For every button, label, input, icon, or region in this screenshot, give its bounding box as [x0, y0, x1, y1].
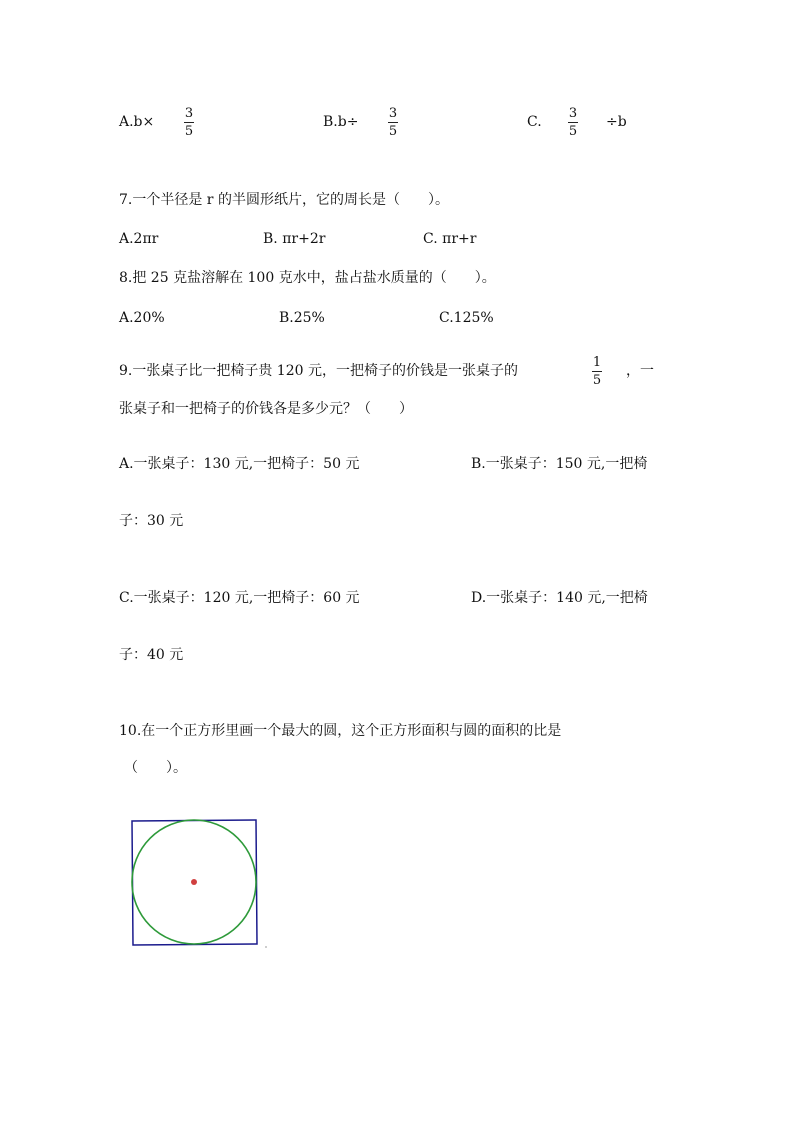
q9-stem-part2: ，一 [626, 363, 654, 379]
q8-option-a: A.20% [119, 310, 165, 326]
q9-option-d-line2: 子：40 元 [119, 647, 184, 663]
fraction-numerator: 3 [388, 106, 398, 121]
q9-stem-line2: 张桌子和一把椅子的价钱各是多少元？（ ） [119, 401, 413, 417]
q7-option-c: C. πr+r [423, 231, 477, 247]
q7-option-a: A.2πr [119, 231, 159, 247]
q9-option-c: C.一张桌子：120 元,一把椅子：60 元 [119, 590, 360, 606]
q9-option-b-line1: B.一张桌子：150 元,一把椅 [471, 456, 648, 472]
fraction-denominator: 5 [592, 373, 602, 388]
square-circle-figure [126, 815, 276, 955]
fraction-numerator: 3 [568, 106, 578, 121]
q6-option-c-fraction [568, 107, 578, 138]
fraction-bar [568, 122, 578, 123]
q6-option-c-suffix: ÷b [606, 114, 627, 130]
circle-center-dot [191, 879, 197, 885]
q7-stem: 7.一个半径是 r 的半圆形纸片，它的周长是（ ）。 [119, 192, 449, 208]
q10-stem-line2: （ ）。 [124, 760, 187, 776]
q10-stem-line1: 10.在一个正方形里画一个最大的圆，这个正方形面积与圆的面积的比是 [119, 723, 562, 739]
q9-stem-part1: 9.一张桌子比一把椅子贵 120 元，一把椅子的价钱是一张桌子的 [119, 363, 518, 379]
fraction-denominator: 5 [568, 124, 578, 139]
q9-fraction [592, 356, 602, 387]
q7-option-b: B. πr+2r [263, 231, 326, 247]
q6-option-a-label: A.b× [119, 114, 155, 130]
fraction-numerator: 3 [184, 106, 194, 121]
q9-option-d-line1: D.一张桌子：140 元,一把椅 [471, 590, 648, 606]
fraction-numerator: 1 [592, 355, 602, 370]
q8-option-c: C.125% [439, 310, 494, 326]
q8-stem: 8.把 25 克盐溶解在 100 克水中，盐占盐水质量的（ ）。 [119, 270, 496, 286]
fraction-denominator: 5 [388, 124, 398, 139]
q8-option-b: B.25% [279, 310, 325, 326]
q6-option-a-fraction [184, 107, 194, 138]
q6-option-b-label: B.b÷ [323, 114, 359, 130]
fraction-bar [184, 122, 194, 123]
q9-option-b-line2: 子：30 元 [119, 513, 184, 529]
fraction-bar [592, 371, 602, 372]
q6-option-c-label: C. [527, 114, 542, 130]
fraction-denominator: 5 [184, 124, 194, 139]
q9-option-a: A.一张桌子：130 元,一把椅子：50 元 [119, 456, 360, 472]
q6-option-b-fraction [388, 107, 398, 138]
stray-dot [265, 946, 266, 947]
fraction-bar [388, 122, 398, 123]
